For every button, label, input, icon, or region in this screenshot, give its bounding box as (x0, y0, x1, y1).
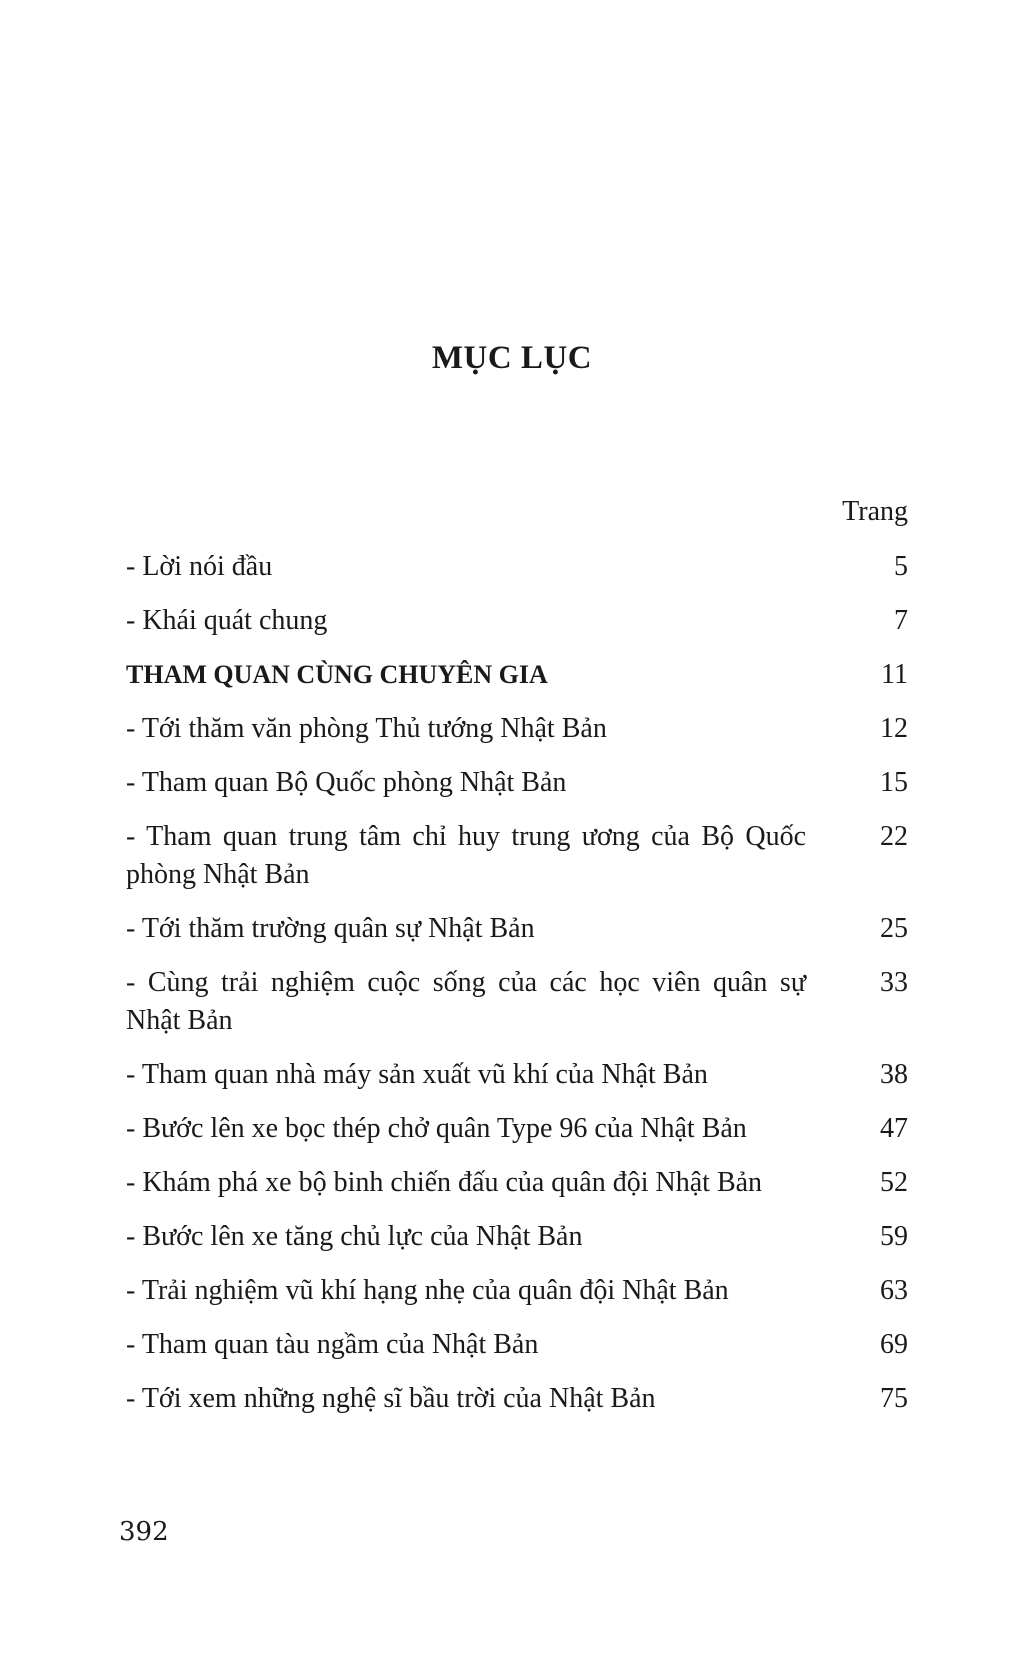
toc-entry[interactable] (126, 964, 908, 1040)
toc-entry-page: 22 (880, 821, 908, 852)
toc-entry-title: - Tham quan Bộ Quốc phòng Nhật Bản (126, 767, 567, 798)
toc-entry-page: 12 (880, 713, 908, 744)
toc-entry-title: - Tới thăm văn phòng Thủ tướng Nhật Bản (126, 713, 607, 744)
toc-entry-title: - Bước lên xe tăng chủ lực của Nhật Bản (126, 1221, 583, 1252)
toc-entry[interactable] (126, 1056, 908, 1094)
toc-entry[interactable] (126, 818, 908, 894)
toc-entry-title: THAM QUAN CÙNG CHUYÊN GIA (126, 660, 548, 689)
toc-entry[interactable] (126, 602, 908, 640)
toc-entry-page: 69 (880, 1329, 908, 1360)
toc-entry-title: - Trải nghiệm vũ khí hạng nhẹ của quân đội Nhật Bản (126, 1275, 729, 1306)
toc-entry-page: 75 (880, 1383, 908, 1414)
table-of-contents (126, 548, 908, 1434)
toc-entry-title: - Khám phá xe bộ binh chiến đấu của quân đội Nhật Bản (126, 1167, 763, 1198)
toc-entry-page: 11 (881, 659, 908, 690)
page-title: MỤC LỤC (431, 340, 593, 376)
toc-entry-title: - Bước lên xe bọc thép chở quân Type 96 của Nhật Bản (126, 1113, 747, 1144)
toc-entry-page: 15 (880, 767, 908, 798)
toc-entry-title: - Tham quan tàu ngầm của Nhật Bản (126, 1329, 539, 1360)
toc-entry[interactable] (126, 764, 908, 802)
toc-entry[interactable] (126, 1218, 908, 1256)
toc-entry[interactable] (126, 548, 908, 586)
toc-entry-title: - Cùng trải nghiệm cuộc sống của các học viên quân sự Nhật Bản (126, 967, 806, 1036)
toc-entry[interactable] (126, 910, 908, 948)
toc-entry[interactable] (126, 1110, 908, 1148)
toc-entry-page: 63 (880, 1275, 908, 1306)
toc-entry-page: 38 (880, 1059, 908, 1090)
toc-entry-title: - Tới xem những nghệ sĩ bầu trời của Nhật Bản (126, 1383, 656, 1414)
toc-entry[interactable] (126, 1272, 908, 1310)
toc-entry-page: 25 (880, 913, 908, 944)
toc-entry-page: 33 (880, 967, 908, 998)
toc-entry-page: 52 (880, 1167, 908, 1198)
toc-entry-page: 7 (894, 605, 908, 636)
toc-entry-page: 5 (894, 551, 908, 582)
toc-entry-title: - Tới thăm trường quân sự Nhật Bản (126, 913, 535, 944)
toc-entry-page: 47 (880, 1113, 908, 1144)
toc-entry-title: - Khái quát chung (126, 605, 328, 636)
page-number: 392 (119, 1517, 169, 1547)
toc-entry[interactable] (126, 1164, 908, 1202)
toc-entry-title: - Tham quan nhà máy sản xuất vũ khí của Nhật Bản (126, 1059, 708, 1090)
toc-entry-title: - Tham quan trung tâm chỉ huy trung ương của Bộ Quốc phòng Nhật Bản (126, 821, 806, 890)
toc-entry-page: 59 (880, 1221, 908, 1252)
toc-entry[interactable] (126, 1380, 908, 1418)
page-column-header: Trang (842, 496, 908, 527)
toc-entry-title: - Lời nói đầu (126, 551, 273, 582)
toc-entry[interactable] (126, 1326, 908, 1364)
toc-entry[interactable] (126, 656, 908, 694)
toc-entry[interactable] (126, 710, 908, 748)
